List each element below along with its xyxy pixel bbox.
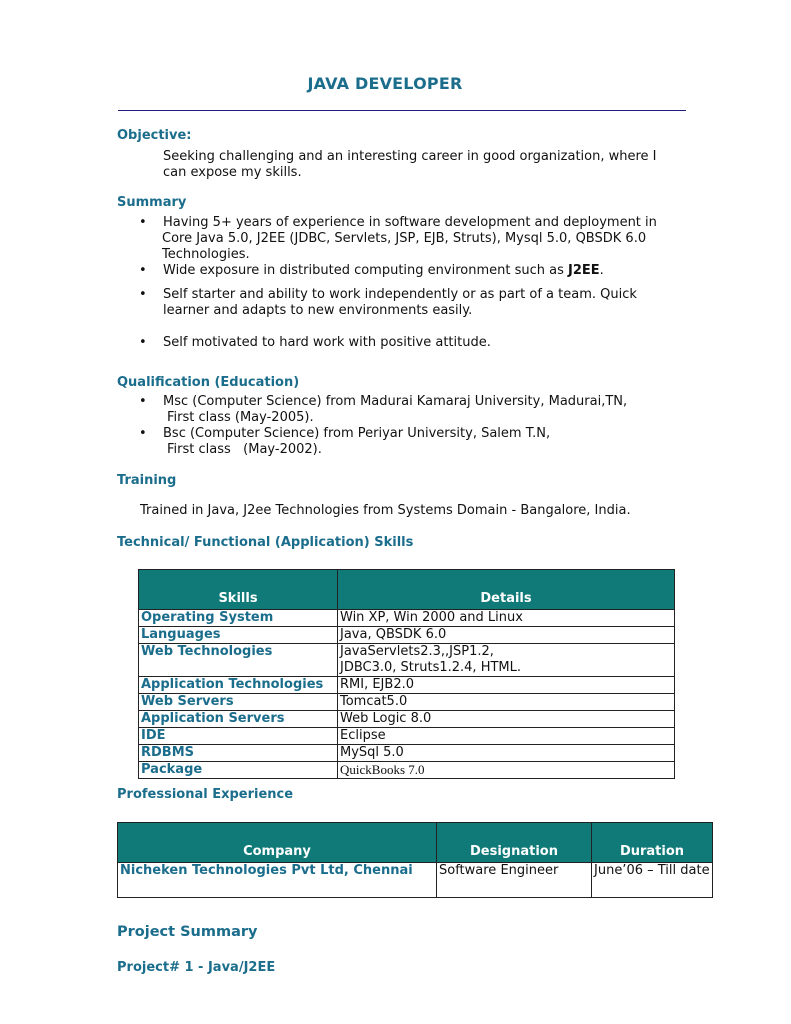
summary-item-4: Self motivated to hard work with positive attitude. <box>163 335 491 350</box>
table-row <box>139 644 675 677</box>
experience-table-header <box>118 823 713 863</box>
objective-heading: Objective: <box>117 128 192 143</box>
experience-heading: Professional Experience <box>117 787 294 802</box>
bullet-icon: • <box>139 394 147 409</box>
list-item <box>139 426 551 442</box>
qualification-heading: Qualification (Education) <box>117 375 300 390</box>
bullet-icon: • <box>139 287 147 302</box>
qualification-item-2-line-1: Bsc (Computer Science) from Periyar University, Salem T.N, <box>163 426 551 441</box>
qualification-item-2-line-2: First class (May-2002). <box>167 442 322 457</box>
objective-line-2: can expose my skills. <box>163 165 302 180</box>
skill-name: RDBMS <box>139 745 338 762</box>
skill-name: Operating System <box>139 610 338 627</box>
company-name: Nicheken Technologies Pvt Ltd, Chennai <box>118 863 437 898</box>
project-1-title: Project# 1 - Java/J2EE <box>117 960 276 975</box>
project-summary-heading: Project Summary <box>117 924 258 940</box>
skill-name: Package <box>139 762 338 779</box>
list-item-continuation <box>162 231 646 247</box>
skill-name: Web Technologies <box>139 644 338 677</box>
list-item <box>139 287 637 303</box>
skill-detail: Tomcat5.0 <box>338 694 675 711</box>
column-header-skills: Skills <box>139 570 338 610</box>
column-header-details: Details <box>338 570 675 610</box>
bullet-icon: • <box>139 426 147 441</box>
table-row <box>139 627 675 644</box>
bullet-icon: • <box>139 263 147 278</box>
training-heading: Training <box>117 473 177 488</box>
page-title: JAVA DEVELOPER <box>307 74 463 93</box>
skill-detail <box>338 644 675 677</box>
skill-detail: Web Logic 8.0 <box>338 711 675 728</box>
summary-item-3-line-1: Self starter and ability to work independently or as part of a team. Quick <box>163 287 637 302</box>
summary-item-2-text: Wide exposure in distributed computing environment such as <box>163 263 568 278</box>
skill-name: Languages <box>139 627 338 644</box>
table-row <box>139 677 675 694</box>
column-header-duration: Duration <box>592 823 713 863</box>
summary-item-3-line-2: learner and adapts to new environments easily. <box>163 303 473 318</box>
list-item <box>139 215 657 231</box>
summary-item-2-bold: J2EE <box>568 263 600 278</box>
duration: June’06 – Till date <box>592 863 713 898</box>
skill-name: Application Technologies <box>139 677 338 694</box>
list-item <box>139 263 604 279</box>
bullet-icon: • <box>139 215 147 230</box>
table-row <box>118 863 713 898</box>
summary-item-2-end: . <box>599 263 604 278</box>
table-row <box>139 610 675 627</box>
summary-item-1-line-1: Having 5+ years of experience in software development and deployment in <box>163 215 657 230</box>
bullet-icon: • <box>139 335 147 350</box>
skill-name: Application Servers <box>139 711 338 728</box>
skills-table-header <box>139 570 675 610</box>
skill-detail: QuickBooks 7.0 <box>338 762 675 779</box>
summary-heading: Summary <box>117 195 187 210</box>
skill-detail: RMI, EJB2.0 <box>338 677 675 694</box>
skill-detail: Win XP, Win 2000 and Linux <box>338 610 675 627</box>
table-row <box>139 728 675 745</box>
list-item-continuation <box>167 442 322 458</box>
skill-detail: Java, QBSDK 6.0 <box>338 627 675 644</box>
skill-detail-line-2: JDBC3.0, Struts1.2.4, HTML. <box>340 660 522 675</box>
summary-item-1-line-3: Technologies. <box>162 247 250 262</box>
skill-name: IDE <box>139 728 338 745</box>
qualification-item-1-line-2: First class (May-2005). <box>167 410 314 425</box>
column-header-company: Company <box>118 823 437 863</box>
skill-name: Web Servers <box>139 694 338 711</box>
list-item-continuation <box>163 303 472 319</box>
objective-line-1: Seeking challenging and an interesting career in good organization, where I <box>163 149 657 164</box>
experience-table <box>117 822 713 898</box>
list-item-continuation <box>162 247 250 263</box>
title-divider <box>118 110 686 111</box>
skill-detail: Eclipse <box>338 728 675 745</box>
training-text: Trained in Java, J2ee Technologies from Systems Domain - Bangalore, India. <box>140 503 631 518</box>
summary-item-1-line-2: Core Java 5.0, J2EE (JDBC, Servlets, JSP, EJB, Struts), Mysql 5.0, QBSDK 6.0 <box>162 231 647 246</box>
skills-heading: Technical/ Functional (Application) Skills <box>117 535 414 550</box>
skills-table <box>138 569 675 779</box>
column-header-designation: Designation <box>437 823 592 863</box>
skill-detail-line-1: JavaServlets2.3,,JSP1.2, <box>340 644 494 659</box>
list-item <box>139 335 491 351</box>
table-row <box>139 745 675 762</box>
designation: Software Engineer <box>437 863 592 898</box>
table-row <box>139 711 675 728</box>
qualification-item-1-line-1: Msc (Computer Science) from Madurai Kamaraj University, Madurai,TN, <box>163 394 628 409</box>
table-row <box>139 694 675 711</box>
list-item-continuation <box>167 410 314 426</box>
table-row <box>139 762 675 779</box>
skill-detail: MySql 5.0 <box>338 745 675 762</box>
list-item <box>139 394 628 410</box>
